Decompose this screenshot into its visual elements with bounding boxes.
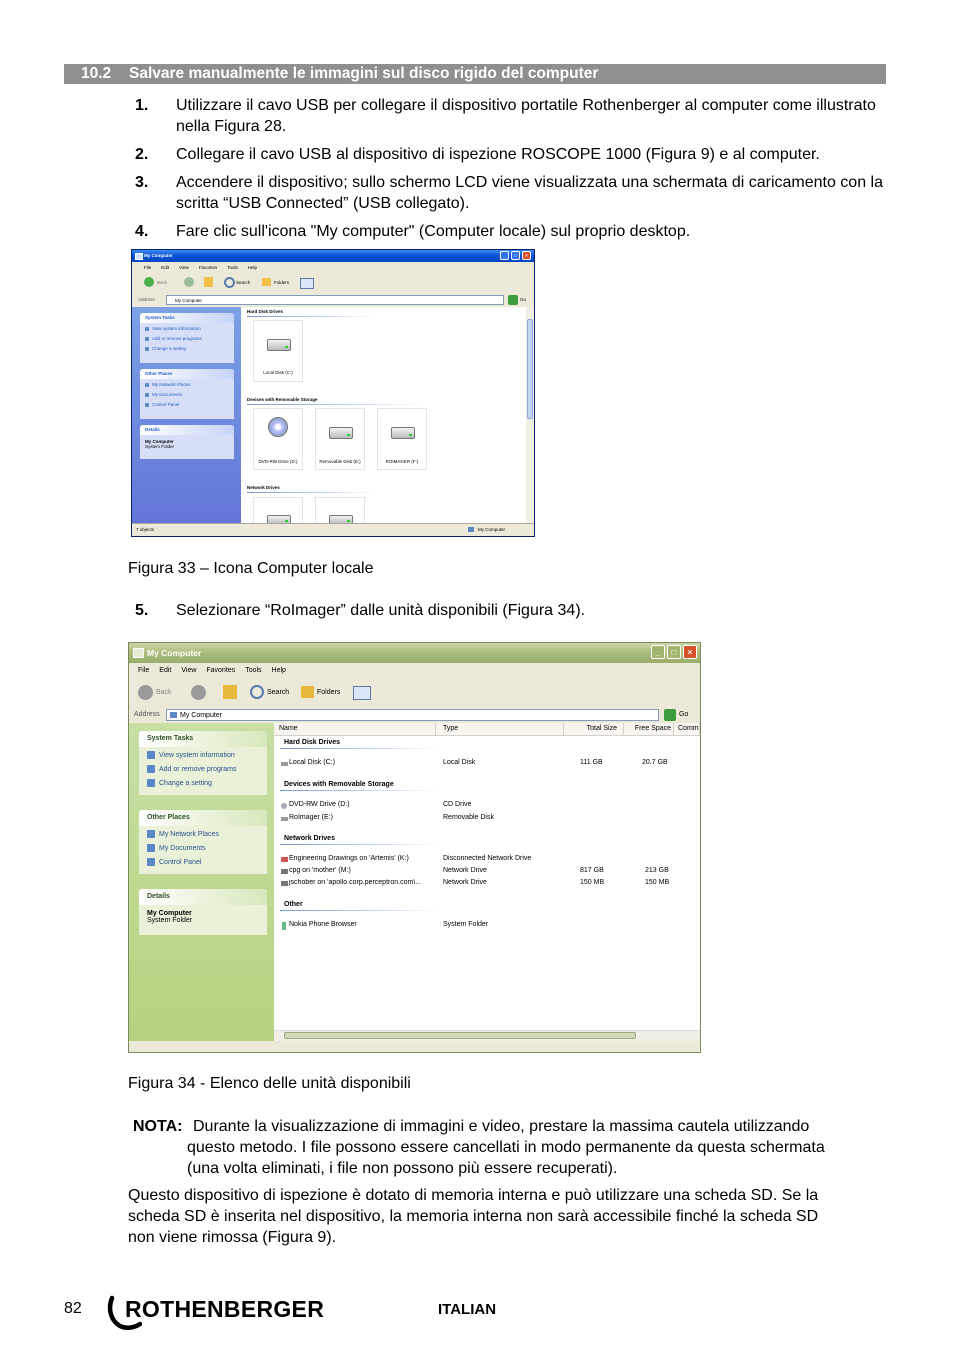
back-button-label[interactable]: Back [156, 689, 172, 696]
address-label: Address [138, 297, 155, 302]
search-icon[interactable] [250, 685, 264, 699]
content-area [241, 307, 534, 525]
panel-title[interactable]: Other Places [140, 369, 234, 379]
details-name: My Computer [147, 910, 192, 917]
scroll-thumb[interactable] [527, 319, 533, 419]
maximize-button[interactable]: □ [511, 251, 520, 260]
scroll-thumb[interactable] [284, 1032, 636, 1039]
go-button-label[interactable]: Go [679, 711, 689, 718]
tile-local-disk[interactable]: Local Disk (C:) [253, 320, 303, 382]
toolbar [132, 273, 534, 294]
documents-icon [145, 393, 149, 397]
column-comments[interactable]: Comm [674, 723, 700, 735]
menu-favorites[interactable]: Favorites [198, 265, 218, 270]
section-heading [64, 64, 886, 84]
group-removable-storage: Devices with Removable Storage [247, 397, 318, 402]
column-total-size[interactable]: Total Size [564, 723, 624, 735]
close-button[interactable]: × [522, 251, 531, 260]
forward-icon[interactable] [184, 277, 194, 287]
programs-icon [147, 765, 155, 773]
figure-34-screenshot [128, 642, 701, 1053]
menu-view[interactable]: View [179, 265, 189, 270]
computer-icon [468, 527, 474, 532]
figure-33-caption: Figura 33 – Icona Computer locale [128, 560, 374, 577]
panel-system-tasks [139, 731, 267, 795]
menu-edit[interactable]: Edit [161, 265, 170, 270]
minimize-button[interactable]: _ [651, 645, 665, 659]
menu-tools[interactable]: Tools [227, 265, 238, 270]
column-headers [274, 723, 700, 736]
hard-drive-icon [281, 762, 288, 766]
panel-title[interactable]: System Tasks [139, 731, 267, 747]
menu-file[interactable]: File [144, 265, 152, 270]
computer-icon [170, 712, 177, 718]
views-icon[interactable] [353, 686, 371, 700]
folders-button-label[interactable]: Folders [274, 280, 290, 285]
tile-network-drive[interactable] [253, 497, 303, 525]
up-folder-icon[interactable] [223, 685, 237, 699]
task-view-system-info[interactable]: View system information [145, 326, 229, 336]
details-type: System Folder [147, 917, 193, 924]
tile-dvd-drive[interactable]: DVD-RW Drive (D:) [253, 408, 303, 470]
status-object-count: 7 objects [136, 527, 155, 532]
vertical-scrollbar[interactable] [526, 307, 534, 525]
place-network[interactable]: My Network Places [147, 830, 259, 844]
hard-drive-icon [267, 339, 291, 351]
figure-33-screenshot [131, 249, 535, 537]
table-row-roimager[interactable]: RoImager (E:) Removable Disk [274, 814, 694, 824]
search-button-label[interactable]: Search [236, 280, 251, 285]
forward-icon[interactable] [191, 685, 206, 700]
task-pane [129, 723, 274, 1041]
table-row[interactable]: cpg on 'mother' (M:) Network Drive 817 GB 213 GB [274, 867, 694, 877]
details-type: System Folder [145, 444, 175, 449]
close-button[interactable]: × [683, 645, 697, 659]
network-drive-icon [281, 869, 288, 874]
menu-view[interactable]: View [181, 667, 197, 674]
search-icon[interactable] [224, 277, 235, 288]
panel-title[interactable]: Other Places [139, 810, 267, 826]
window-titlebar[interactable] [129, 643, 700, 663]
address-value: My Computer [180, 712, 223, 719]
place-network[interactable]: My Network Places [145, 382, 229, 392]
settings-icon [145, 347, 149, 351]
programs-icon [145, 337, 149, 341]
network-drive-icon [281, 857, 288, 862]
window-title: My Computer [144, 253, 173, 258]
tile-removable-disk[interactable]: Removable Disk (E:) [315, 408, 365, 470]
details-name: My Computer [145, 439, 174, 444]
status-bar [132, 523, 534, 536]
folders-button-label[interactable]: Folders [317, 689, 341, 696]
up-folder-icon[interactable] [204, 277, 213, 287]
group-network-drives: Network Drives [284, 835, 335, 842]
table-row[interactable]: jschober on 'apollo.corp.perceptron.com\... Network Drive 150 MB 150 MB [274, 879, 694, 889]
address-value: My Computer [175, 298, 203, 303]
note-line-3: (una volta eliminati, i file non possono più essere recuperati). [187, 1160, 618, 1177]
tile-network-drive[interactable] [315, 497, 365, 525]
back-button-label[interactable]: Back [157, 280, 168, 285]
back-icon[interactable] [144, 277, 154, 287]
menu-bar [129, 663, 700, 680]
go-button-label[interactable]: Go [520, 297, 527, 302]
task-view-system-info[interactable]: View system information [147, 751, 259, 765]
group-network-drives: Network Drives [247, 485, 280, 490]
place-control-panel[interactable]: Control Panel [145, 402, 229, 412]
toolbar [129, 679, 700, 708]
place-documents[interactable]: My Documents [145, 392, 229, 402]
panel-other-places [139, 810, 267, 874]
computer-icon [133, 648, 144, 658]
figure-34-caption: Figura 34 - Elenco delle unità disponibili [128, 1075, 411, 1092]
paragraph-line-3: non viene rimossa (Figura 9). [128, 1229, 337, 1246]
section-title: Salvare manualmente le immagini sul disco rigido del computer [129, 65, 599, 82]
rothenberger-logo [106, 1294, 346, 1330]
documents-icon [147, 844, 155, 852]
note-line-2: questo metodo. I file possono essere cancellati in modo permanente da questa schermata [187, 1139, 825, 1156]
window-title: My Computer [147, 648, 202, 658]
menu-help[interactable]: Help [247, 265, 258, 270]
maximize-button[interactable]: □ [667, 645, 681, 659]
horizontal-scrollbar[interactable] [274, 1030, 700, 1041]
brand-name: ROTHENBERGER [125, 1296, 325, 1322]
panel-title[interactable]: Details [139, 889, 267, 905]
address-label: Address [134, 711, 160, 718]
note-line-1: Durante la visualizzazione di immagini e video, prestare la massima cautela utilizzando [193, 1118, 810, 1135]
task-pane [132, 307, 241, 525]
control-panel-icon [147, 858, 155, 866]
place-control-panel[interactable]: Control Panel [147, 858, 259, 872]
menu-file[interactable]: File [138, 667, 150, 674]
menu-help[interactable]: Help [271, 667, 286, 674]
column-free-space[interactable]: Free Space [624, 723, 674, 735]
footer-language: ITALIAN [438, 1301, 497, 1318]
address-bar [132, 293, 534, 308]
place-documents[interactable]: My Documents [147, 844, 259, 858]
group-hard-disk-drives: Hard Disk Drives [284, 739, 341, 746]
control-panel-icon [145, 403, 149, 407]
panel-details [139, 889, 267, 935]
views-icon[interactable] [300, 278, 314, 289]
panel-title[interactable]: Details [140, 425, 234, 435]
paragraph-line-1: Questo dispositivo di ispezione è dotato di memoria interna e può utilizzare una scheda SD. Se la [128, 1187, 819, 1204]
column-name[interactable]: Name [274, 723, 436, 735]
menu-edit[interactable]: Edit [159, 667, 172, 674]
cd-drive-icon [281, 803, 287, 809]
table-row[interactable]: Local Disk (C:) Local Disk 111 GB 20.7 GB [274, 759, 694, 769]
go-arrow-icon[interactable] [664, 709, 676, 721]
removable-drive-icon [329, 427, 353, 439]
folders-icon[interactable] [262, 278, 271, 286]
table-row[interactable]: Engineering Drawings on 'Artemis' (K:) Disconnected Network Drive [274, 855, 694, 865]
phone-icon [282, 922, 286, 930]
minimize-button[interactable]: _ [500, 251, 509, 260]
address-bar [129, 707, 700, 724]
menu-tools[interactable]: Tools [245, 667, 262, 674]
panel-system-tasks [140, 313, 234, 363]
page-number: 82 [64, 1300, 82, 1317]
group-hard-disk-drives: Hard Disk Drives [247, 309, 284, 314]
task-change-setting[interactable]: Change a setting [145, 346, 229, 356]
status-location: My Computer [478, 527, 506, 532]
note-label: NOTA: [133, 1118, 183, 1135]
cd-drive-icon [268, 417, 288, 437]
table-row[interactable]: Nokia Phone Browser System Folder [274, 921, 694, 931]
search-button-label[interactable]: Search [267, 689, 290, 696]
panel-title[interactable]: System Tasks [140, 313, 234, 323]
table-row[interactable]: DVD-RW Drive (D:) CD Drive [274, 801, 694, 811]
menu-favorites[interactable]: Favorites [206, 667, 236, 674]
removable-drive-icon [391, 427, 415, 439]
removable-drive-icon [281, 817, 288, 821]
section-number: 10.2 [81, 65, 112, 82]
info-icon [145, 327, 149, 331]
group-removable-storage: Devices with Removable Storage [284, 781, 394, 788]
column-type[interactable]: Type [436, 723, 564, 735]
computer-icon [135, 253, 143, 260]
task-add-remove[interactable]: Add or remove programs [145, 336, 229, 346]
task-add-remove[interactable]: Add or remove programs [147, 765, 259, 779]
paragraph-line-2: scheda SD è inserita nel dispositivo, la memoria interna non sarà accessibile finché la scheda SD [128, 1208, 819, 1225]
back-icon[interactable] [138, 685, 153, 700]
network-drive-icon [281, 881, 288, 886]
folders-icon[interactable] [301, 686, 314, 698]
info-icon [147, 751, 155, 759]
panel-other-places [140, 369, 234, 419]
address-field[interactable] [166, 295, 504, 305]
go-arrow-icon[interactable] [508, 295, 518, 305]
panel-details [140, 425, 234, 459]
tile-roimager[interactable]: ROIMAGER (F:) [377, 408, 427, 470]
content-area [274, 723, 700, 1041]
task-change-setting[interactable]: Change a setting [147, 779, 259, 793]
settings-icon [147, 779, 155, 787]
window-titlebar[interactable] [132, 250, 534, 262]
network-icon [147, 830, 155, 838]
address-field[interactable] [166, 709, 659, 721]
group-other: Other [284, 901, 303, 908]
network-icon [145, 383, 149, 387]
